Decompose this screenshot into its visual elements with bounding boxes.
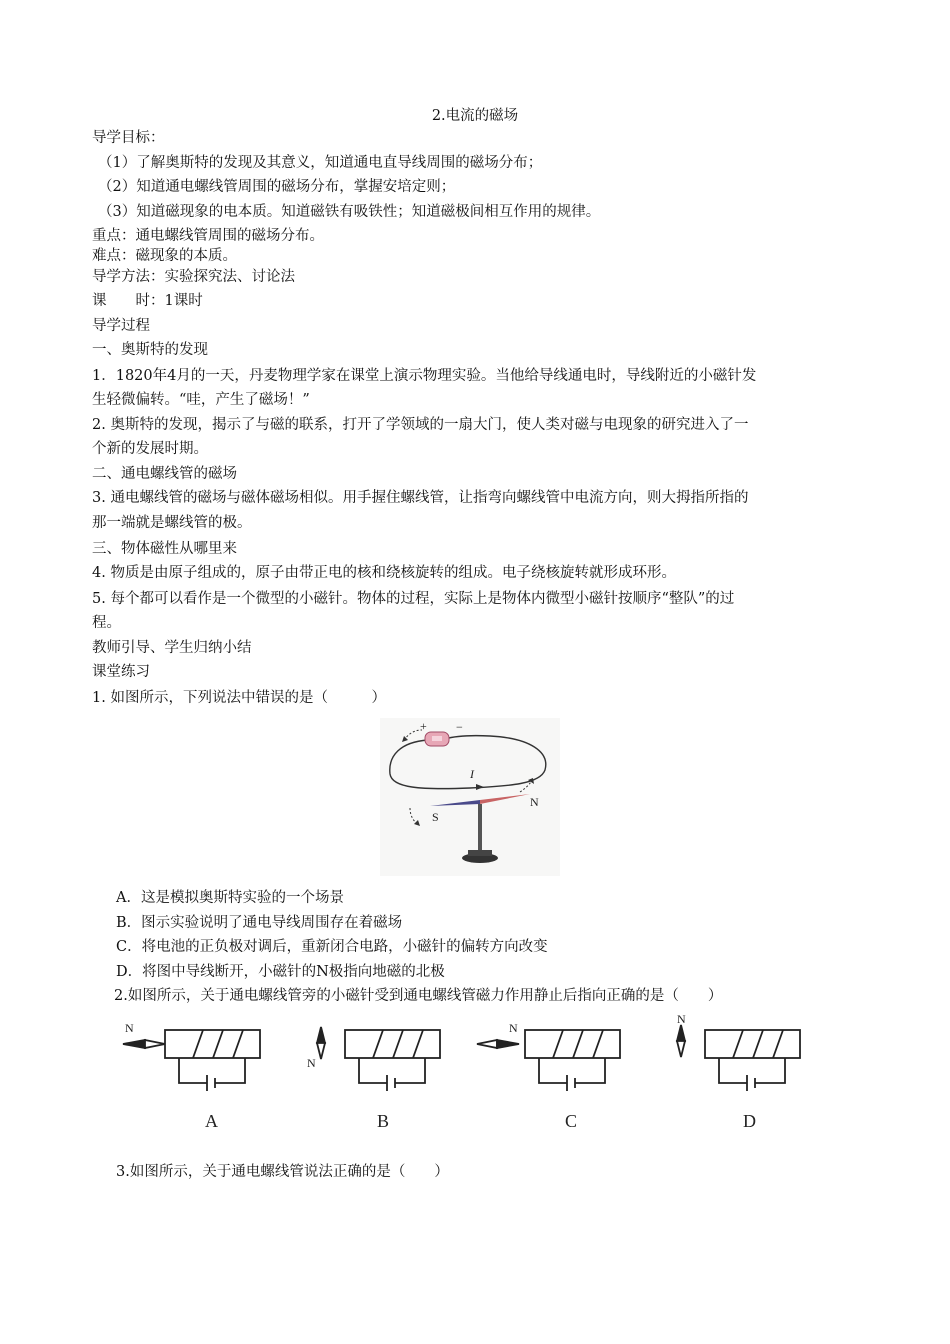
solenoid-figure-d — [677, 1025, 800, 1091]
q1-stem: 1. 如图所示，下列说法中错误的是（ ） — [92, 690, 386, 706]
section3-p5-line2: 程。 — [92, 615, 121, 631]
section3-p5-line1: 5. 每个都可以看作是一个微型的小磁针。物体的过程，实际上是物体内微型小磁针按顺序“整队”的过 — [92, 591, 735, 607]
q2-solenoid-figures — [115, 1015, 835, 1140]
oersted-experiment-figure — [380, 718, 560, 876]
objectives-heading: 导学目标： — [92, 130, 165, 146]
section3-p4: 4. 物质是由原子组成的，原子由带正电的核和绕核旋转的组成。电子绕核旋转就形成环形。 — [92, 565, 676, 581]
north-label: N — [530, 795, 539, 809]
q2-stem: 2.如图所示，关于通电螺线管旁的小磁针受到通电螺线管磁力作用静止后指向正确的是（ ） — [114, 988, 723, 1004]
page-title: 2.电流的磁场 — [431, 108, 519, 124]
needle-label-c: N — [509, 1021, 518, 1035]
section3-heading: 三、物体磁性从哪里来 — [92, 541, 237, 557]
q3-stem: 3.如图所示，关于通电螺线管说法正确的是（ ） — [116, 1164, 449, 1180]
figure-letter-a: A — [205, 1111, 218, 1131]
current-label: I — [470, 767, 474, 781]
section1-p1-line2: 生轻微偏转。“哇，产生了磁场！” — [92, 392, 310, 408]
practice-heading: 课堂练习 — [92, 664, 150, 680]
objective-2: （2）知道通电螺线管周围的磁场分布，掌握安培定则； — [98, 179, 456, 195]
minus-label: − — [456, 720, 463, 734]
difficulty: 难点：磁现象的本质。 — [92, 248, 237, 264]
section2-heading: 二、通电螺线管的磁场 — [92, 466, 237, 482]
needle-label-a: N — [125, 1021, 134, 1035]
key-point: 重点：通电螺线管周围的磁场分布。 — [92, 228, 324, 244]
q1-option-b: B．图示实验说明了通电导线周围存在着磁场 — [116, 915, 403, 931]
objective-3: （3）知道磁现象的电本质。知道磁铁有吸铁性；知道磁极间相互作用的规律。 — [98, 204, 601, 220]
section1-p2-line2: 个新的发展时期。 — [92, 441, 208, 457]
section1-p1-line1: 1．1820年4月的一天，丹麦物理学家在课堂上演示物理实验。当他给导线通电时，导线附近的小磁针发 — [92, 368, 757, 384]
section1-p2-line1: 2. 奥斯特的发现，揭示了与磁的联系，打开了学领域的一扇大门，使人类对磁与电现象的研究进入了一 — [92, 417, 749, 433]
south-label: S — [432, 810, 439, 824]
solenoid-figure-a — [123, 1030, 260, 1091]
needle-label-d: N — [677, 1015, 686, 1026]
q1-option-d: D．将图中导线断开，小磁针的N极指向地磁的北极 — [116, 964, 445, 980]
figure-letter-c: C — [565, 1111, 578, 1131]
figure-letter-d: D — [743, 1111, 756, 1131]
section1-heading: 一、奥斯特的发现 — [92, 342, 208, 358]
needle-label-b: N — [307, 1056, 316, 1070]
battery-icon — [425, 732, 449, 746]
solenoid-figure-b — [317, 1027, 440, 1091]
solenoid-figure-c — [477, 1030, 620, 1091]
plus-label: + — [420, 719, 427, 733]
figure-letter-b: B — [377, 1111, 390, 1131]
section2-p3-line2: 那一端就是螺线管的极。 — [92, 515, 252, 531]
summary: 教师引导、学生归纳小结 — [92, 640, 252, 656]
objective-1: （1）了解奥斯特的发现及其意义，知道通电直导线周围的磁场分布； — [98, 155, 543, 171]
q1-option-c: C．将电池的正负极对调后，重新闭合电路，小磁针的偏转方向改变 — [116, 939, 548, 955]
class-hours: 课 时：1课时 — [92, 293, 203, 309]
process-heading: 导学过程 — [92, 318, 150, 334]
method: 导学方法：实验探究法、讨论法 — [92, 269, 295, 285]
q1-option-a: A．这是模拟奥斯特实验的一个场景 — [116, 890, 344, 906]
section2-p3-line1: 3. 通电螺线管的磁场与磁体磁场相似。用手握住螺线管，让指弯向螺线管中电流方向，则大拇指所指的 — [92, 490, 749, 506]
